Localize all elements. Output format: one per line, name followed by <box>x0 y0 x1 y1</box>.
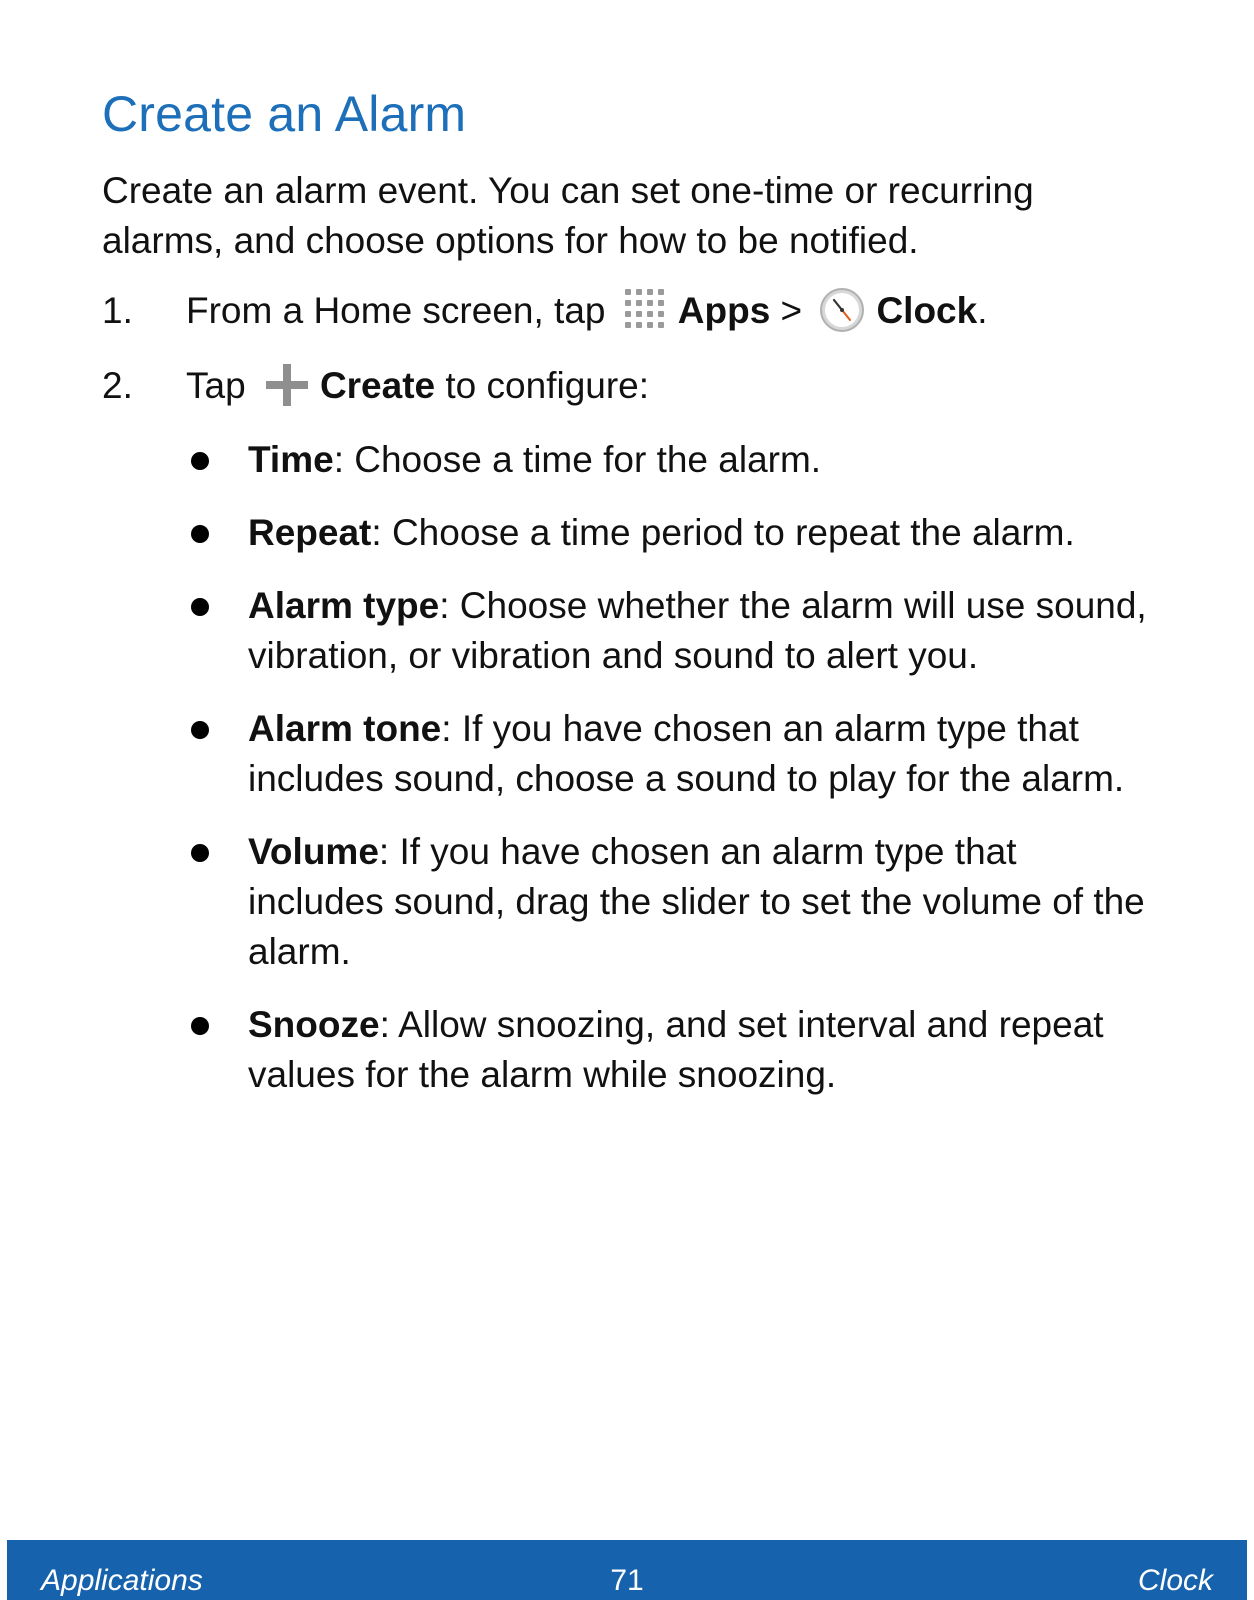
page-content <box>102 84 1162 1123</box>
options-list <box>102 435 1162 1100</box>
option-desc: : Allow snoozing, and set interval and repeat values for the alarm while snoozing. <box>248 1004 1104 1096</box>
step-text: From a Home screen, tap <box>186 290 606 331</box>
page-number: 71 <box>610 1564 644 1597</box>
step-end: . <box>977 290 988 331</box>
list-item <box>248 508 1162 558</box>
bullet-icon <box>191 525 209 543</box>
plus-icon <box>264 362 310 408</box>
footer-section-link[interactable]: Applications <box>41 1564 203 1597</box>
footer-chapter-link[interactable]: Clock <box>1137 1564 1213 1597</box>
option-term: Snooze <box>248 1004 380 1046</box>
option-desc: : If you have chosen an alarm type that includes sound, choose a sound to play for the alarm. <box>248 708 1125 800</box>
option-term: Volume <box>248 831 379 873</box>
path-separator: > <box>780 290 803 331</box>
option-desc: : Choose a time period to repeat the alarm. <box>371 512 1075 554</box>
apps-label: Apps <box>677 290 771 331</box>
option-desc: : If you have chosen an alarm type that includes sound, drag the slider to set the volume of the alarm. <box>248 831 1145 973</box>
option-term: Alarm tone <box>248 708 442 750</box>
option-desc: : Choose a time for the alarm. <box>333 439 822 481</box>
bullet-icon <box>191 721 209 739</box>
list-item <box>248 435 1162 485</box>
option-term: Repeat <box>248 512 372 554</box>
step-2 <box>102 361 1162 411</box>
step-number: 2. <box>102 365 133 407</box>
bullet-icon <box>191 452 209 470</box>
clock-label: Clock <box>876 290 978 331</box>
option-term: Time <box>248 439 334 481</box>
list-item <box>248 827 1162 977</box>
step-1 <box>102 286 1162 337</box>
bullet-icon <box>191 598 209 616</box>
step-text-after: to configure: <box>445 365 650 407</box>
list-item <box>248 704 1162 804</box>
list-item <box>248 581 1162 681</box>
step-number: 1. <box>102 290 133 331</box>
page-title: Create an Alarm <box>102 86 467 142</box>
option-desc: : Choose whether the alarm will use sound, vibration, or vibration and sound to alert you. <box>248 585 1147 677</box>
list-item <box>248 1000 1162 1100</box>
page-footer <box>7 1540 1247 1600</box>
bullet-icon <box>191 1017 209 1035</box>
option-term: Alarm type <box>248 585 440 627</box>
apps-grid-icon <box>622 286 670 334</box>
create-label: Create <box>319 365 436 407</box>
bullet-icon <box>191 844 209 862</box>
steps-list <box>102 286 1162 411</box>
clock-icon <box>818 286 866 334</box>
step-text: Tap <box>186 365 246 407</box>
intro-paragraph: Create an alarm event. You can set one-time or recurring alarms, and choose options for how to be notified. <box>102 170 1034 261</box>
